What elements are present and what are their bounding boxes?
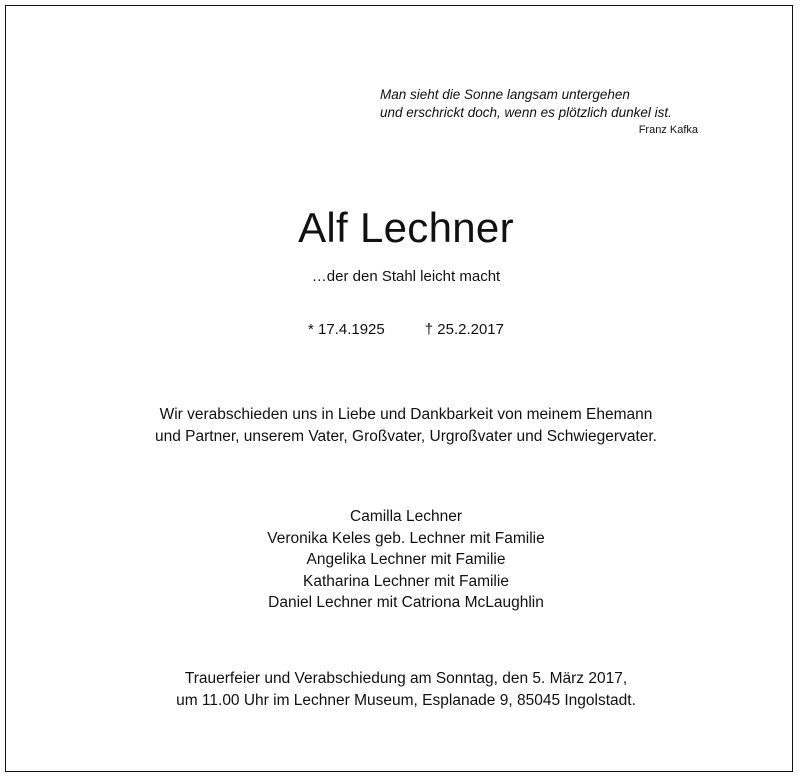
mourner-name: Katharina Lechner mit Familie xyxy=(303,572,509,590)
death-date: † 25.2.2017 xyxy=(424,321,504,338)
farewell-line: Wir verabschieden uns in Liebe und Dankbarkeit von meinem Ehemann xyxy=(159,406,653,423)
life-dates xyxy=(6,320,800,340)
quote-line: Man sieht die Sonne langsam untergehen xyxy=(380,87,630,102)
service-line: um 11.00 Uhr im Lechner Museum, Esplanade 9, 85045 Ingolstadt. xyxy=(176,692,636,709)
mourner-name: Veronika Keles geb. Lechner mit Familie xyxy=(267,529,545,547)
service-line: Trauerfeier und Verabschiedung am Sonntag, den 5. März 2017, xyxy=(184,670,628,687)
epigraph-quote xyxy=(380,86,700,137)
mourner-name: Angelika Lechner mit Familie xyxy=(306,551,506,568)
deceased-name: Alf Lechner xyxy=(298,204,514,251)
farewell-line: und Partner, unserem Vater, Großvater, Urgroßvater und Schwiegervater. xyxy=(155,428,657,445)
quote-author: Franz Kafka xyxy=(638,124,698,136)
deceased-motto: …der den Stahl leicht macht xyxy=(311,268,501,285)
mourner-name: Daniel Lechner mit Catriona McLaughlin xyxy=(268,594,544,611)
birth-date: * 17.4.1925 xyxy=(308,321,385,338)
mourner-name: Camilla Lechner xyxy=(350,508,462,525)
funeral-service-info xyxy=(6,668,800,712)
farewell-text xyxy=(6,404,800,448)
quote-line: und erschrickt doch, wenn es plötzlich dunkel ist. xyxy=(380,105,672,120)
mourners-list xyxy=(6,506,800,614)
obituary-frame xyxy=(5,5,793,772)
